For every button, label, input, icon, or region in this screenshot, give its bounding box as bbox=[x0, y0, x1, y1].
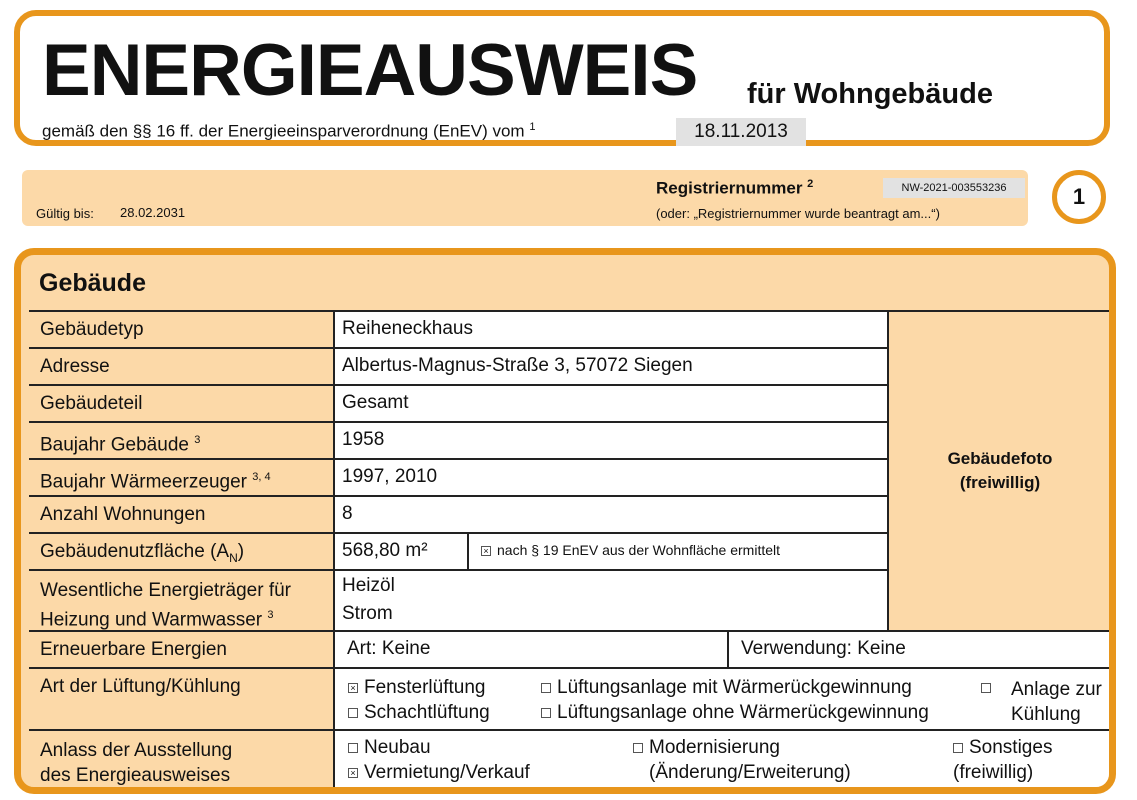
option-label: Vermietung/Verkauf bbox=[364, 762, 530, 783]
enev-text: gemäß den §§ 16 ff. der Energieeinsparverordnung (EnEV) vom bbox=[42, 121, 525, 141]
label-lueftung: Art der Lüftung/Kühlung bbox=[29, 667, 337, 729]
section-title: Gebäude bbox=[39, 269, 146, 297]
photo-label-line2: (freiwillig) bbox=[959, 473, 1041, 492]
value-wohnungen: 8 bbox=[333, 495, 889, 534]
value-baujahr: 1958 bbox=[333, 421, 889, 460]
option-fensterlueftung[interactable] bbox=[348, 677, 485, 699]
label-energietraeger-line2-wrap bbox=[40, 603, 337, 632]
option-lueftungsanlage-ohne[interactable] bbox=[541, 702, 929, 724]
nutzflaeche-note bbox=[467, 532, 889, 571]
value-erneuerbar-verwendung: Verwendung: Keine bbox=[727, 630, 1111, 669]
label-anlass-line1: Anlass der Ausstellung bbox=[40, 740, 233, 761]
checkbox-checked[interactable]: × bbox=[348, 768, 358, 778]
page-number-badge: 1 bbox=[1052, 170, 1106, 224]
checkbox-empty[interactable] bbox=[348, 743, 358, 753]
label-energietraeger-line1: Wesentliche Energieträger für bbox=[40, 580, 291, 601]
registration-label bbox=[656, 178, 813, 199]
photo-label-line1: Gebäudefoto bbox=[947, 449, 1053, 468]
footnote-ref: 1 bbox=[529, 121, 536, 133]
registration-note: (oder: „Registriernummer wurde beantragt am...“) bbox=[656, 206, 940, 221]
enev-date-field: 18.11.2013 bbox=[676, 118, 806, 146]
label-nutzflaeche-text: Gebäudenutzfläche (A bbox=[40, 541, 230, 562]
checkbox-empty[interactable] bbox=[633, 743, 643, 753]
energietraeger-1: Heizöl bbox=[342, 575, 395, 596]
option-kuehlung-label bbox=[1011, 677, 1102, 727]
checkbox-checked[interactable]: × bbox=[348, 683, 358, 693]
building-photo-placeholder bbox=[887, 310, 1111, 630]
option-modernisierung[interactable] bbox=[633, 737, 780, 759]
label-nutzflaeche-close: ) bbox=[237, 541, 245, 562]
value-gebaeudetyp: Reiheneckhaus bbox=[333, 310, 889, 349]
label-nutzflaeche bbox=[29, 532, 337, 569]
valid-until-date: 28.02.2031 bbox=[120, 205, 186, 220]
option-lueftungsanlage-mit[interactable] bbox=[541, 677, 912, 699]
document-subtitle: für Wohngebäude bbox=[747, 78, 993, 110]
label-baujahr bbox=[29, 421, 337, 458]
value-energietraeger bbox=[333, 569, 889, 632]
value-anlass bbox=[333, 729, 1111, 794]
option-label: Fensterlüftung bbox=[364, 677, 486, 698]
label-gebaeudetyp: Gebäudetyp bbox=[29, 310, 337, 347]
validity-strip bbox=[22, 170, 1028, 226]
label-energietraeger-line2: Heizung und Warmwasser bbox=[40, 609, 263, 631]
header-box bbox=[14, 10, 1110, 146]
option-label: Lüftungsanlage ohne Wärmerückgewinnung bbox=[557, 702, 929, 723]
nutzflaeche-note-text: nach § 19 EnEV aus der Wohnfläche ermittelt bbox=[497, 542, 781, 558]
value-gebaeudeteil: Gesamt bbox=[333, 384, 889, 423]
building-section bbox=[14, 248, 1116, 794]
photo-label bbox=[948, 447, 1053, 495]
valid-until-label: Gültig bis: bbox=[36, 206, 94, 221]
value-adresse: Albertus-Magnus-Straße 3, 57072 Siegen bbox=[333, 347, 889, 386]
label-erneuerbar: Erneuerbare Energien bbox=[29, 630, 337, 667]
label-adresse: Adresse bbox=[29, 347, 337, 384]
checkbox-empty[interactable] bbox=[541, 683, 551, 693]
label-energietraeger bbox=[29, 569, 337, 630]
value-lueftung bbox=[333, 667, 1111, 731]
registration-number-field: NW-2021-003553236 bbox=[883, 178, 1025, 198]
option-sonstiges[interactable] bbox=[953, 737, 1052, 759]
option-label: Neubau bbox=[364, 737, 431, 758]
option-label: Lüftungsanlage mit Wärmerückgewinnung bbox=[557, 677, 912, 698]
option-kuehlung[interactable] bbox=[981, 677, 997, 699]
checkbox-empty[interactable] bbox=[348, 708, 358, 718]
footnote-ref: 3 bbox=[267, 609, 274, 621]
label-baujahr-text: Baujahr Gebäude bbox=[40, 434, 189, 456]
label-waermeerzeuger bbox=[29, 458, 337, 495]
label-nutzflaeche-sub: N bbox=[229, 550, 238, 565]
option-label: Sonstiges bbox=[969, 737, 1053, 758]
label-waermeerzeuger-text: Baujahr Wärmeerzeuger bbox=[40, 471, 247, 493]
checkbox-checked[interactable]: × bbox=[481, 546, 491, 556]
value-nutzflaeche: 568,80 m² bbox=[333, 532, 469, 571]
document-title: ENERGIEAUSWEIS bbox=[42, 30, 698, 111]
checkbox-empty[interactable] bbox=[953, 743, 963, 753]
option-label: Modernisierung bbox=[649, 737, 780, 758]
option-neubau[interactable] bbox=[348, 737, 431, 759]
option-label: Schachtlüftung bbox=[364, 702, 490, 723]
option-schachtlueftung[interactable] bbox=[348, 702, 490, 724]
option-vermietung[interactable] bbox=[348, 762, 530, 784]
option-label: Anlage zur bbox=[1011, 679, 1102, 700]
option-sonstiges-sub: (freiwillig) bbox=[953, 762, 1034, 783]
label-anlass-line2: des Energieausweises bbox=[40, 765, 231, 786]
checkbox-empty[interactable] bbox=[541, 708, 551, 718]
footnote-ref: 3, 4 bbox=[252, 471, 271, 483]
enev-reference bbox=[42, 121, 535, 142]
footnote-ref: 3 bbox=[194, 434, 201, 446]
option-label: Kühlung bbox=[1011, 704, 1081, 725]
label-wohnungen: Anzahl Wohnungen bbox=[29, 495, 337, 532]
option-modernisierung-sub: (Änderung/Erweiterung) bbox=[649, 762, 851, 783]
energietraeger-2: Strom bbox=[342, 603, 393, 624]
label-gebaeudeteil: Gebäudeteil bbox=[29, 384, 337, 421]
label-anlass bbox=[29, 729, 337, 794]
value-erneuerbar-art: Art: Keine bbox=[333, 630, 729, 669]
footnote-ref: 2 bbox=[807, 178, 814, 190]
value-waermeerzeuger: 1997, 2010 bbox=[333, 458, 889, 497]
registration-label-text: Registriernummer bbox=[656, 178, 803, 198]
checkbox-empty[interactable] bbox=[981, 683, 991, 693]
